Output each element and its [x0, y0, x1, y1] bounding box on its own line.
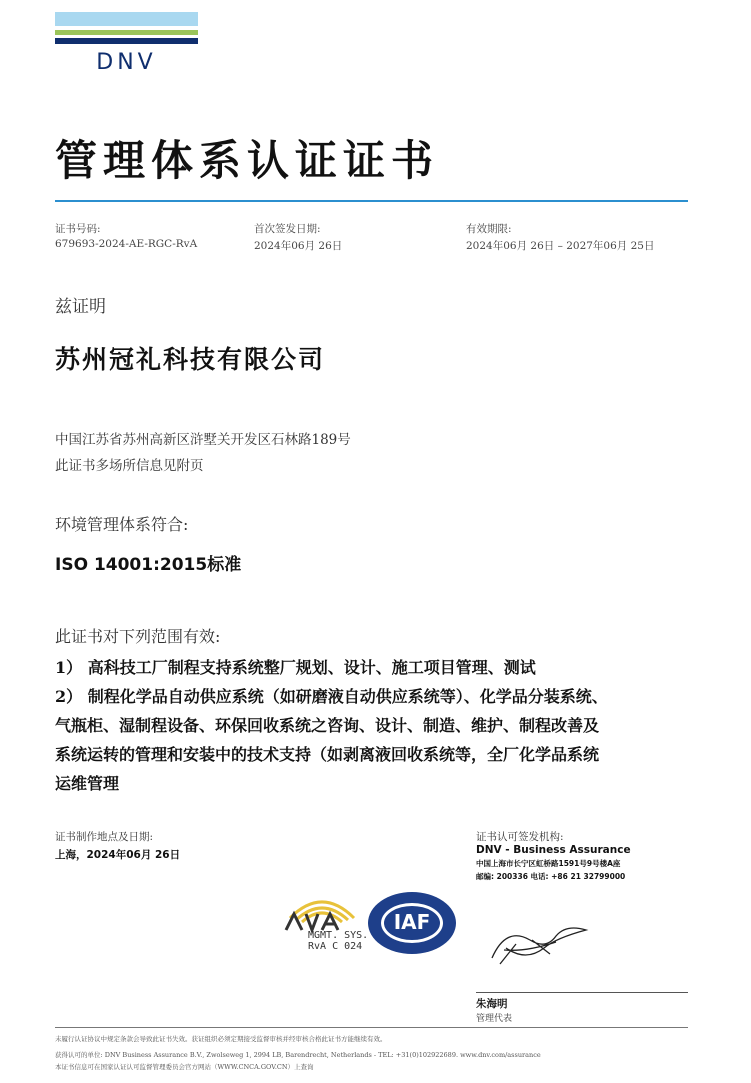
scope-line: 系统运转的管理和安装中的技术支持（如剥离液回收系统等，全厂化学品系统 — [55, 745, 600, 764]
issuer-label: 证书认可签发机构: — [476, 831, 564, 843]
issuer-contact: 邮编: 200336 电话: +86 21 32799000 — [476, 872, 626, 881]
logo-bar-navy — [55, 38, 198, 44]
scope-line: 1） 高科技工厂制程支持系统整厂规划、设计、施工项目管理、测试 — [55, 658, 536, 677]
footer-validity-note: 未履行认证协议中规定条款会导致此证书失效。获证组织必须定期接受监督审核并经审核合格此证书方能继续有效。 — [55, 1035, 387, 1043]
issue-place-date: 上海，2024年06月 26日 — [55, 849, 181, 861]
validity-label: 有效期限: — [466, 223, 512, 235]
attest-heading: 兹证明 — [55, 297, 106, 317]
iaf-accreditation-mark — [366, 890, 458, 956]
scope-line: 2） 制程化学品自动供应系统（如研磨液自动供应系统等）、化学品分装系统、 — [55, 687, 608, 706]
validity-period: 2024年06月 26日 – 2027年06月 25日 — [466, 240, 655, 252]
footer-accredited-unit: 获得认可的单位: DNV Business Assurance B.V., Zwolseweg 1, 2994 LB, Barendrecht, Netherlands - TEL: +31(0)102922689. www.dnv.com/assurance — [55, 1051, 541, 1059]
signature-line — [476, 992, 688, 993]
rva-line: RvA C 024 — [308, 941, 363, 952]
initial-date: 2024年06月 26日 — [254, 240, 343, 252]
certificate-title: 管理体系认证证书 — [55, 136, 440, 185]
company-address: 中国江苏省苏州高新区浒墅关开发区石林路189号 — [55, 432, 351, 448]
scope-text — [55, 653, 695, 798]
signatory-name: 朱海明 — [476, 998, 508, 1010]
title-divider — [55, 200, 688, 202]
company-name: 苏州冠礼科技有限公司 — [55, 345, 326, 374]
rva-text — [308, 930, 368, 952]
cert-number-label: 证书号码: — [55, 223, 101, 235]
issuer-name: DNV - Business Assurance — [476, 844, 631, 856]
issue-place-label: 证书制作地点及日期: — [55, 831, 154, 843]
scope-line: 气瓶柜、湿制程设备、环保回收系统之咨询、设计、制造、维护、制程改善及 — [55, 716, 600, 735]
iaf-text: IAF — [393, 910, 431, 934]
signature-graphic — [486, 918, 591, 968]
initial-date-label: 首次签发日期: — [254, 223, 321, 235]
rva-line: MGMT. SYS. — [308, 930, 369, 941]
issuer-address: 中国上海市长宁区虹桥路1591号9号楼A座 — [476, 859, 621, 868]
standard-name: ISO 14001:2015标准 — [55, 555, 242, 575]
scope-line: 运维管理 — [55, 774, 120, 793]
footer-verification-note: 本证书信息可在国家认证认可监督管理委员会官方网站（WWW.CNCA.GOV.CN）上查询 — [55, 1063, 314, 1071]
standard-intro: 环境管理体系符合: — [55, 515, 189, 534]
multi-site-note: 此证书多场所信息见附页 — [55, 458, 204, 474]
footer-divider — [55, 1027, 688, 1028]
rva-accreditation-mark — [282, 890, 369, 960]
scope-intro: 此证书对下列范围有效: — [55, 627, 221, 646]
signatory-role: 管理代表 — [476, 1014, 513, 1024]
cert-number: 679693-2024-AE-RGC-RvA — [55, 238, 198, 250]
logo-bar-light-blue — [55, 12, 198, 26]
logo-text: DNV — [96, 50, 157, 75]
logo-bar-green — [55, 30, 198, 35]
dnv-logo — [55, 12, 198, 74]
